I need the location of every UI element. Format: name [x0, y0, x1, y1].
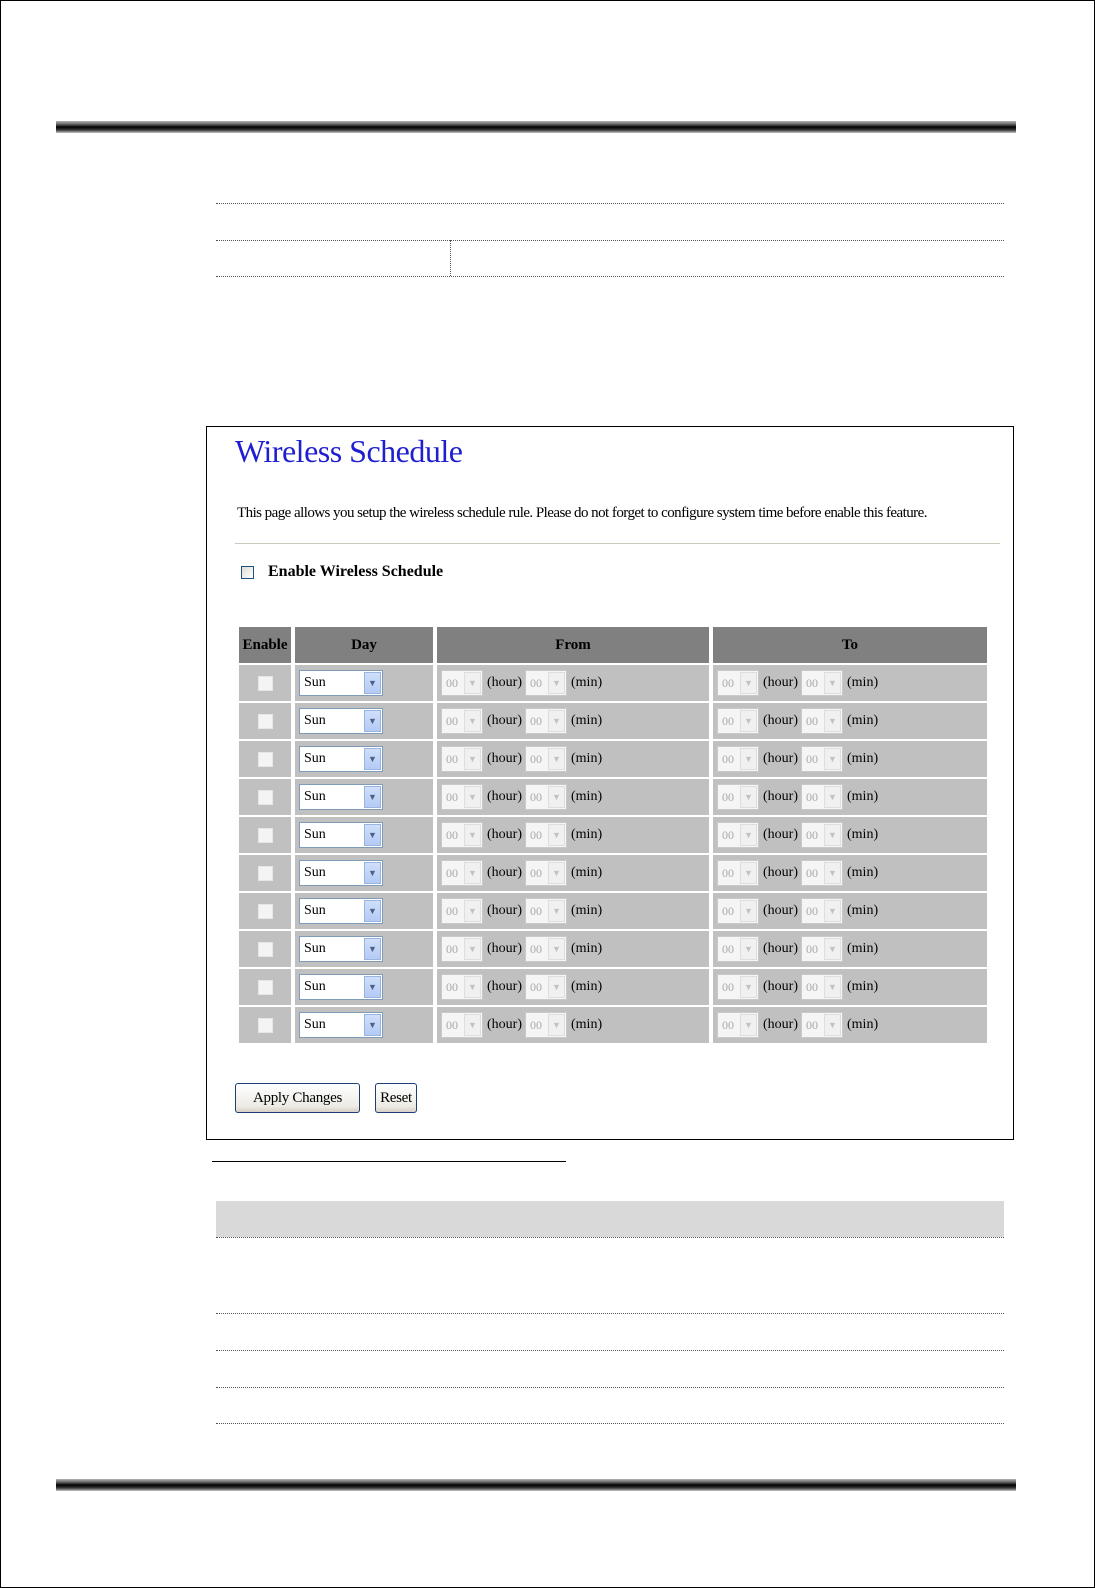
- from-min-select-value: 00: [530, 941, 542, 956]
- row-enable-checkbox[interactable]: [258, 714, 273, 729]
- from-hour-select[interactable]: [441, 936, 483, 962]
- chevron-down-icon: ▼: [364, 1014, 381, 1036]
- to-hour-select-value: 00: [722, 827, 734, 842]
- day-select[interactable]: [299, 1012, 383, 1038]
- unit-label: (min): [847, 1017, 879, 1032]
- to-hour-select-value: 00: [722, 789, 734, 804]
- row-to-cell: [713, 779, 987, 815]
- from-min-select[interactable]: [525, 898, 567, 924]
- to-min-select-value: 00: [806, 903, 818, 918]
- upper-table-line-2: [216, 240, 1004, 241]
- chevron-down-icon: ▼: [824, 672, 841, 694]
- from-hour-select-value: 00: [446, 903, 458, 918]
- row-from-cell: [437, 893, 709, 929]
- schedule-row: [239, 741, 987, 777]
- from-hour-select-value: 00: [446, 675, 458, 690]
- row-to-cell: [713, 741, 987, 777]
- unit-label: (hour): [763, 789, 798, 804]
- row-day-cell: [295, 893, 433, 929]
- day-select-value: Sun: [304, 903, 326, 918]
- from-hour-select-value: 00: [446, 979, 458, 994]
- row-day-cell: [295, 741, 433, 777]
- chevron-down-icon: ▼: [548, 748, 565, 770]
- column-header-from: From: [437, 627, 709, 663]
- row-day-cell: [295, 779, 433, 815]
- from-min-select-value: 00: [530, 713, 542, 728]
- chevron-down-icon: ▼: [824, 710, 841, 732]
- row-from-cell: [437, 741, 709, 777]
- chevron-down-icon: ▼: [464, 748, 481, 770]
- unit-label: (hour): [487, 751, 522, 766]
- from-min-select[interactable]: [525, 974, 567, 1000]
- apply-changes-button[interactable]: Apply Changes: [235, 1083, 360, 1113]
- row-day-cell: [295, 855, 433, 891]
- to-min-select-value: 00: [806, 865, 818, 880]
- chevron-down-icon: ▼: [824, 900, 841, 922]
- schedule-row: [239, 855, 987, 891]
- chevron-down-icon: ▼: [824, 786, 841, 808]
- chevron-down-icon: ▼: [740, 710, 757, 732]
- to-hour-select[interactable]: [717, 898, 759, 924]
- chevron-down-icon: ▼: [364, 862, 381, 884]
- from-min-select[interactable]: [525, 1012, 567, 1038]
- from-hour-select[interactable]: [441, 784, 483, 810]
- to-min-select-value: 00: [806, 979, 818, 994]
- chevron-down-icon: ▼: [548, 1014, 565, 1036]
- day-select[interactable]: [299, 784, 383, 810]
- row-from-cell: [437, 931, 709, 967]
- from-hour-select-value: 00: [446, 1017, 458, 1032]
- row-from-cell: [437, 779, 709, 815]
- row-to-cell: [713, 703, 987, 739]
- from-min-select[interactable]: [525, 936, 567, 962]
- to-min-select[interactable]: [801, 860, 843, 886]
- unit-label: (hour): [763, 713, 798, 728]
- unit-label: (min): [571, 1017, 603, 1032]
- chevron-down-icon: ▼: [364, 748, 381, 770]
- unit-label: (min): [571, 941, 603, 956]
- to-min-select[interactable]: [801, 898, 843, 924]
- to-hour-select-value: 00: [722, 713, 734, 728]
- column-header-day: Day: [295, 627, 433, 663]
- lower-table-header: [216, 1201, 1004, 1237]
- unit-label: (hour): [763, 979, 798, 994]
- unit-label: (min): [847, 751, 879, 766]
- row-enable-cell: [239, 1007, 291, 1043]
- row-enable-checkbox[interactable]: [258, 866, 273, 881]
- to-min-select[interactable]: [801, 974, 843, 1000]
- row-day-cell: [295, 665, 433, 701]
- row-to-cell: [713, 893, 987, 929]
- unit-label: (hour): [487, 941, 522, 956]
- row-enable-cell: [239, 969, 291, 1005]
- from-min-select[interactable]: [525, 670, 567, 696]
- chevron-down-icon: ▼: [824, 1014, 841, 1036]
- chevron-down-icon: ▼: [824, 976, 841, 998]
- to-min-select[interactable]: [801, 708, 843, 734]
- chevron-down-icon: ▼: [548, 938, 565, 960]
- schedule-row: [239, 1007, 987, 1043]
- from-min-select-value: 00: [530, 789, 542, 804]
- to-min-select-value: 00: [806, 827, 818, 842]
- row-enable-checkbox[interactable]: [258, 790, 273, 805]
- unit-label: (hour): [487, 979, 522, 994]
- unit-label: (hour): [763, 827, 798, 842]
- to-hour-select-value: 00: [722, 675, 734, 690]
- row-to-cell: [713, 1007, 987, 1043]
- unit-label: (min): [847, 979, 879, 994]
- divider: [235, 543, 1000, 544]
- enable-schedule-label: Enable Wireless Schedule: [268, 563, 444, 580]
- chevron-down-icon: ▼: [824, 748, 841, 770]
- row-to-cell: [713, 817, 987, 853]
- lower-table-line-5: [216, 1423, 1004, 1424]
- lower-table-line-4: [216, 1387, 1004, 1388]
- unit-label: (hour): [763, 941, 798, 956]
- caption-underline: [212, 1161, 566, 1162]
- chevron-down-icon: ▼: [464, 824, 481, 846]
- unit-label: (min): [571, 789, 603, 804]
- to-hour-select[interactable]: [717, 974, 759, 1000]
- row-enable-checkbox[interactable]: [258, 676, 273, 691]
- day-select[interactable]: [299, 822, 383, 848]
- page-title: Wireless Schedule: [235, 433, 463, 469]
- upper-table-line-3: [216, 276, 1004, 277]
- from-min-select[interactable]: [525, 708, 567, 734]
- from-min-select-value: 00: [530, 827, 542, 842]
- unit-label: (min): [847, 789, 879, 804]
- row-from-cell: [437, 855, 709, 891]
- unit-label: (min): [571, 827, 603, 842]
- day-select[interactable]: [299, 936, 383, 962]
- day-select-value: Sun: [304, 941, 326, 956]
- to-min-select[interactable]: [801, 1012, 843, 1038]
- from-hour-select-value: 00: [446, 713, 458, 728]
- chevron-down-icon: ▼: [548, 824, 565, 846]
- chevron-down-icon: ▼: [740, 862, 757, 884]
- day-select-value: Sun: [304, 675, 326, 690]
- chevron-down-icon: ▼: [548, 672, 565, 694]
- chevron-down-icon: ▼: [824, 938, 841, 960]
- from-min-select-value: 00: [530, 751, 542, 766]
- row-enable-checkbox[interactable]: [258, 904, 273, 919]
- unit-label: (hour): [763, 865, 798, 880]
- chevron-down-icon: ▼: [464, 710, 481, 732]
- row-day-cell: [295, 817, 433, 853]
- unit-label: (min): [847, 713, 879, 728]
- to-hour-select[interactable]: [717, 784, 759, 810]
- day-select-value: Sun: [304, 1017, 326, 1032]
- row-day-cell: [295, 1007, 433, 1043]
- row-day-cell: [295, 969, 433, 1005]
- to-hour-select[interactable]: [717, 708, 759, 734]
- day-select-value: Sun: [304, 713, 326, 728]
- unit-label: (hour): [763, 1017, 798, 1032]
- to-min-select-value: 00: [806, 751, 818, 766]
- from-min-select-value: 00: [530, 1017, 542, 1032]
- chevron-down-icon: ▼: [740, 672, 757, 694]
- from-hour-select-value: 00: [446, 789, 458, 804]
- to-hour-select[interactable]: [717, 860, 759, 886]
- schedule-rows: [239, 665, 987, 1043]
- enable-schedule-checkbox[interactable]: [241, 566, 254, 579]
- row-enable-cell: [239, 703, 291, 739]
- to-hour-select-value: 00: [722, 941, 734, 956]
- unit-label: (min): [571, 979, 603, 994]
- schedule-row: [239, 665, 987, 701]
- row-enable-checkbox[interactable]: [258, 942, 273, 957]
- chevron-down-icon: ▼: [740, 824, 757, 846]
- from-hour-select-value: 00: [446, 827, 458, 842]
- chevron-down-icon: ▼: [548, 900, 565, 922]
- to-hour-select[interactable]: [717, 822, 759, 848]
- unit-label: (min): [571, 751, 603, 766]
- unit-label: (hour): [487, 865, 522, 880]
- row-from-cell: [437, 817, 709, 853]
- from-hour-select[interactable]: [441, 822, 483, 848]
- to-min-select[interactable]: [801, 784, 843, 810]
- unit-label: (min): [571, 713, 603, 728]
- unit-label: (hour): [763, 751, 798, 766]
- enable-schedule-toggle[interactable]: [241, 563, 443, 581]
- chevron-down-icon: ▼: [464, 976, 481, 998]
- from-hour-select[interactable]: [441, 670, 483, 696]
- wireless-schedule-panel: [206, 426, 1014, 1140]
- to-hour-select-value: 00: [722, 903, 734, 918]
- bottom-rule: [56, 1479, 1016, 1491]
- to-min-select-value: 00: [806, 789, 818, 804]
- chevron-down-icon: ▼: [464, 938, 481, 960]
- schedule-table: [235, 625, 991, 1045]
- chevron-down-icon: ▼: [740, 976, 757, 998]
- column-header-to: To: [713, 627, 987, 663]
- day-select-value: Sun: [304, 865, 326, 880]
- unit-label: (min): [571, 865, 603, 880]
- column-header-enable: Enable: [239, 627, 291, 663]
- row-from-cell: [437, 1007, 709, 1043]
- row-enable-checkbox[interactable]: [258, 828, 273, 843]
- row-to-cell: [713, 969, 987, 1005]
- unit-label: (hour): [487, 713, 522, 728]
- chevron-down-icon: ▼: [464, 1014, 481, 1036]
- from-hour-select[interactable]: [441, 1012, 483, 1038]
- chevron-down-icon: ▼: [364, 900, 381, 922]
- chevron-down-icon: ▼: [364, 938, 381, 960]
- to-min-select[interactable]: [801, 822, 843, 848]
- row-enable-cell: [239, 741, 291, 777]
- top-rule: [56, 121, 1016, 133]
- day-select-value: Sun: [304, 789, 326, 804]
- from-hour-select[interactable]: [441, 898, 483, 924]
- chevron-down-icon: ▼: [364, 710, 381, 732]
- to-min-select-value: 00: [806, 1017, 818, 1032]
- lower-table-line-1: [216, 1237, 1004, 1238]
- to-min-select-value: 00: [806, 675, 818, 690]
- from-hour-select[interactable]: [441, 708, 483, 734]
- from-min-select[interactable]: [525, 822, 567, 848]
- from-min-select-value: 00: [530, 979, 542, 994]
- lower-table-line-2: [216, 1313, 1004, 1314]
- to-min-select[interactable]: [801, 746, 843, 772]
- chevron-down-icon: ▼: [740, 1014, 757, 1036]
- unit-label: (hour): [487, 827, 522, 842]
- unit-label: (min): [847, 903, 879, 918]
- reset-button[interactable]: Reset: [375, 1083, 417, 1113]
- to-min-select[interactable]: [801, 670, 843, 696]
- chevron-down-icon: ▼: [740, 748, 757, 770]
- from-min-select[interactable]: [525, 746, 567, 772]
- chevron-down-icon: ▼: [740, 900, 757, 922]
- row-to-cell: [713, 855, 987, 891]
- unit-label: (hour): [487, 675, 522, 690]
- unit-label: (hour): [487, 789, 522, 804]
- chevron-down-icon: ▼: [464, 862, 481, 884]
- from-min-select-value: 00: [530, 675, 542, 690]
- from-hour-select-value: 00: [446, 941, 458, 956]
- lower-table-line-3: [216, 1350, 1004, 1351]
- unit-label: (min): [847, 941, 879, 956]
- schedule-row: [239, 779, 987, 815]
- from-hour-select[interactable]: [441, 746, 483, 772]
- day-select-value: Sun: [304, 751, 326, 766]
- to-hour-select[interactable]: [717, 746, 759, 772]
- row-enable-cell: [239, 817, 291, 853]
- day-select[interactable]: [299, 708, 383, 734]
- chevron-down-icon: ▼: [740, 786, 757, 808]
- row-enable-checkbox[interactable]: [258, 1018, 273, 1033]
- chevron-down-icon: ▼: [824, 824, 841, 846]
- to-hour-select[interactable]: [717, 936, 759, 962]
- day-select[interactable]: [299, 860, 383, 886]
- day-select[interactable]: [299, 670, 383, 696]
- unit-label: (min): [847, 865, 879, 880]
- chevron-down-icon: ▼: [548, 862, 565, 884]
- page-description: This page allows you setup the wireless schedule rule. Please do not forget to configure system time before enable this feature.: [237, 505, 927, 521]
- row-day-cell: [295, 703, 433, 739]
- from-min-select[interactable]: [525, 860, 567, 886]
- day-select[interactable]: [299, 746, 383, 772]
- chevron-down-icon: ▼: [740, 938, 757, 960]
- unit-label: (min): [571, 675, 603, 690]
- chevron-down-icon: ▼: [364, 976, 381, 998]
- row-to-cell: [713, 931, 987, 967]
- chevron-down-icon: ▼: [464, 672, 481, 694]
- row-enable-cell: [239, 931, 291, 967]
- to-hour-select[interactable]: [717, 1012, 759, 1038]
- day-select[interactable]: [299, 974, 383, 1000]
- chevron-down-icon: ▼: [464, 900, 481, 922]
- row-enable-cell: [239, 893, 291, 929]
- to-hour-select-value: 00: [722, 979, 734, 994]
- row-from-cell: [437, 703, 709, 739]
- day-select-value: Sun: [304, 979, 326, 994]
- row-enable-checkbox[interactable]: [258, 752, 273, 767]
- chevron-down-icon: ▼: [824, 862, 841, 884]
- unit-label: (hour): [487, 903, 522, 918]
- chevron-down-icon: ▼: [364, 824, 381, 846]
- schedule-row: [239, 893, 987, 929]
- unit-label: (min): [847, 827, 879, 842]
- row-from-cell: [437, 665, 709, 701]
- unit-label: (min): [847, 675, 879, 690]
- schedule-row: [239, 969, 987, 1005]
- schedule-row: [239, 817, 987, 853]
- row-day-cell: [295, 931, 433, 967]
- chevron-down-icon: ▼: [364, 672, 381, 694]
- to-min-select[interactable]: [801, 936, 843, 962]
- to-hour-select[interactable]: [717, 670, 759, 696]
- from-hour-select-value: 00: [446, 865, 458, 880]
- chevron-down-icon: ▼: [548, 976, 565, 998]
- row-enable-cell: [239, 665, 291, 701]
- from-min-select-value: 00: [530, 903, 542, 918]
- to-hour-select-value: 00: [722, 865, 734, 880]
- to-hour-select-value: 00: [722, 1017, 734, 1032]
- chevron-down-icon: ▼: [364, 786, 381, 808]
- chevron-down-icon: ▼: [548, 786, 565, 808]
- upper-table-line-1: [216, 203, 1004, 204]
- schedule-header-row: [239, 627, 987, 663]
- day-select-value: Sun: [304, 827, 326, 842]
- chevron-down-icon: ▼: [464, 786, 481, 808]
- from-hour-select[interactable]: [441, 860, 483, 886]
- to-hour-select-value: 00: [722, 751, 734, 766]
- from-hour-select-value: 00: [446, 751, 458, 766]
- to-min-select-value: 00: [806, 941, 818, 956]
- day-select[interactable]: [299, 898, 383, 924]
- from-min-select-value: 00: [530, 865, 542, 880]
- from-min-select[interactable]: [525, 784, 567, 810]
- row-enable-checkbox[interactable]: [258, 980, 273, 995]
- schedule-row: [239, 703, 987, 739]
- row-enable-cell: [239, 855, 291, 891]
- chevron-down-icon: ▼: [548, 710, 565, 732]
- row-to-cell: [713, 665, 987, 701]
- unit-label: (hour): [763, 675, 798, 690]
- unit-label: (min): [571, 903, 603, 918]
- to-min-select-value: 00: [806, 713, 818, 728]
- schedule-row: [239, 931, 987, 967]
- unit-label: (hour): [487, 1017, 522, 1032]
- row-from-cell: [437, 969, 709, 1005]
- from-hour-select[interactable]: [441, 974, 483, 1000]
- upper-table-divider: [450, 240, 451, 276]
- row-enable-cell: [239, 779, 291, 815]
- unit-label: (hour): [763, 903, 798, 918]
